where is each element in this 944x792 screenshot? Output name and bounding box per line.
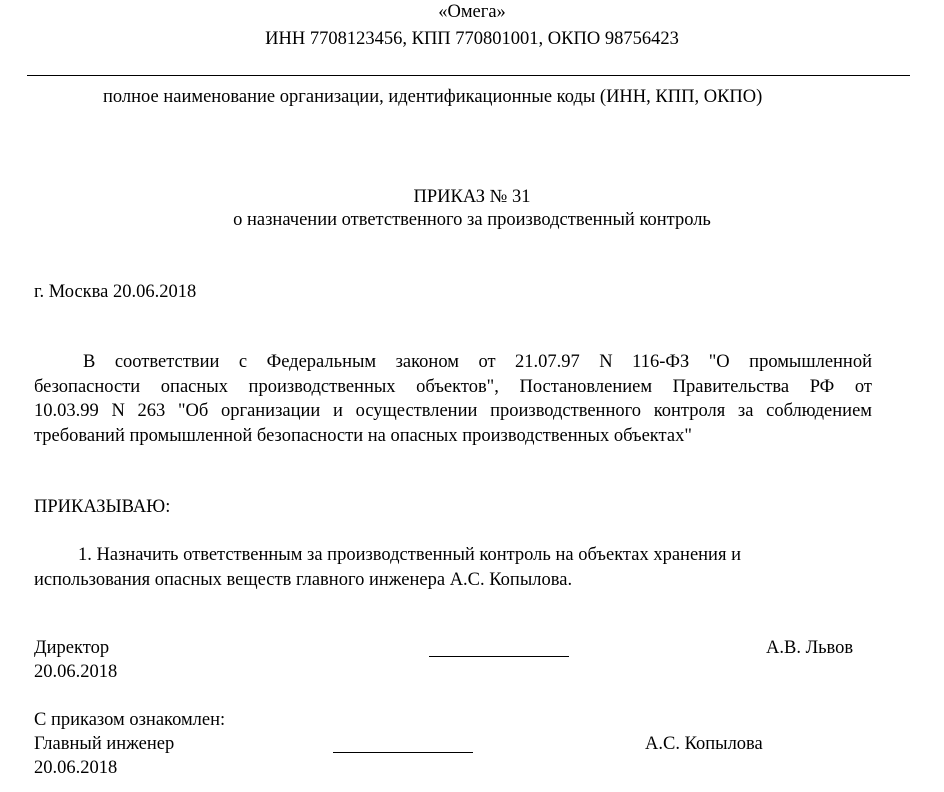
director-name: А.В. Львов — [766, 638, 854, 658]
director-signature-line — [429, 656, 569, 657]
order-item-1 — [34, 543, 834, 592]
preamble-line: 10.03.99 N 263 "Об организации и осуществлении производственного контроля за соблюдением — [34, 401, 872, 421]
organization-caption: полное наименование организации, идентификационные коды (ИНН, КПП, ОКПО) — [103, 87, 763, 107]
preamble-line: В соответствии с Федеральным законом от 21.07.97 N 116-ФЗ "О промышленной — [83, 352, 872, 372]
preamble-line: безопасности опасных производственных объектов", Постановлением Правительства РФ от — [34, 376, 872, 397]
engineer-name: А.С. Копылова — [645, 734, 763, 754]
engineer-title: Главный инженер — [34, 734, 175, 754]
director-date: 20.06.2018 — [34, 662, 118, 682]
order-item-line: 1. Назначить ответственным за производственный контроль на объектах хранения и — [78, 545, 741, 565]
engineer-signature-line — [333, 752, 473, 753]
preamble-line: требований промышленной безопасности на опасных производственных объектах" — [34, 425, 692, 446]
acknowledgement-label: С приказом ознакомлен: — [34, 710, 226, 730]
preamble-paragraph — [34, 350, 872, 448]
header-divider — [27, 75, 910, 76]
order-subtitle: о назначении ответственного за производственный контроль — [233, 210, 711, 230]
order-title: ПРИКАЗ № 31 — [413, 187, 531, 207]
order-item-line: использования опасных веществ главного инженера А.С. Копылова. — [34, 569, 573, 590]
organization-codes: ИНН 7708123456, КПП 770801001, ОКПО 98756423 — [265, 29, 679, 49]
organization-name: «Омега» — [438, 2, 506, 22]
engineer-date: 20.06.2018 — [34, 758, 118, 778]
place-and-date: г. Москва 20.06.2018 — [34, 282, 197, 302]
director-title: Директор — [34, 638, 110, 658]
order-directive: ПРИКАЗЫВАЮ: — [34, 497, 171, 517]
